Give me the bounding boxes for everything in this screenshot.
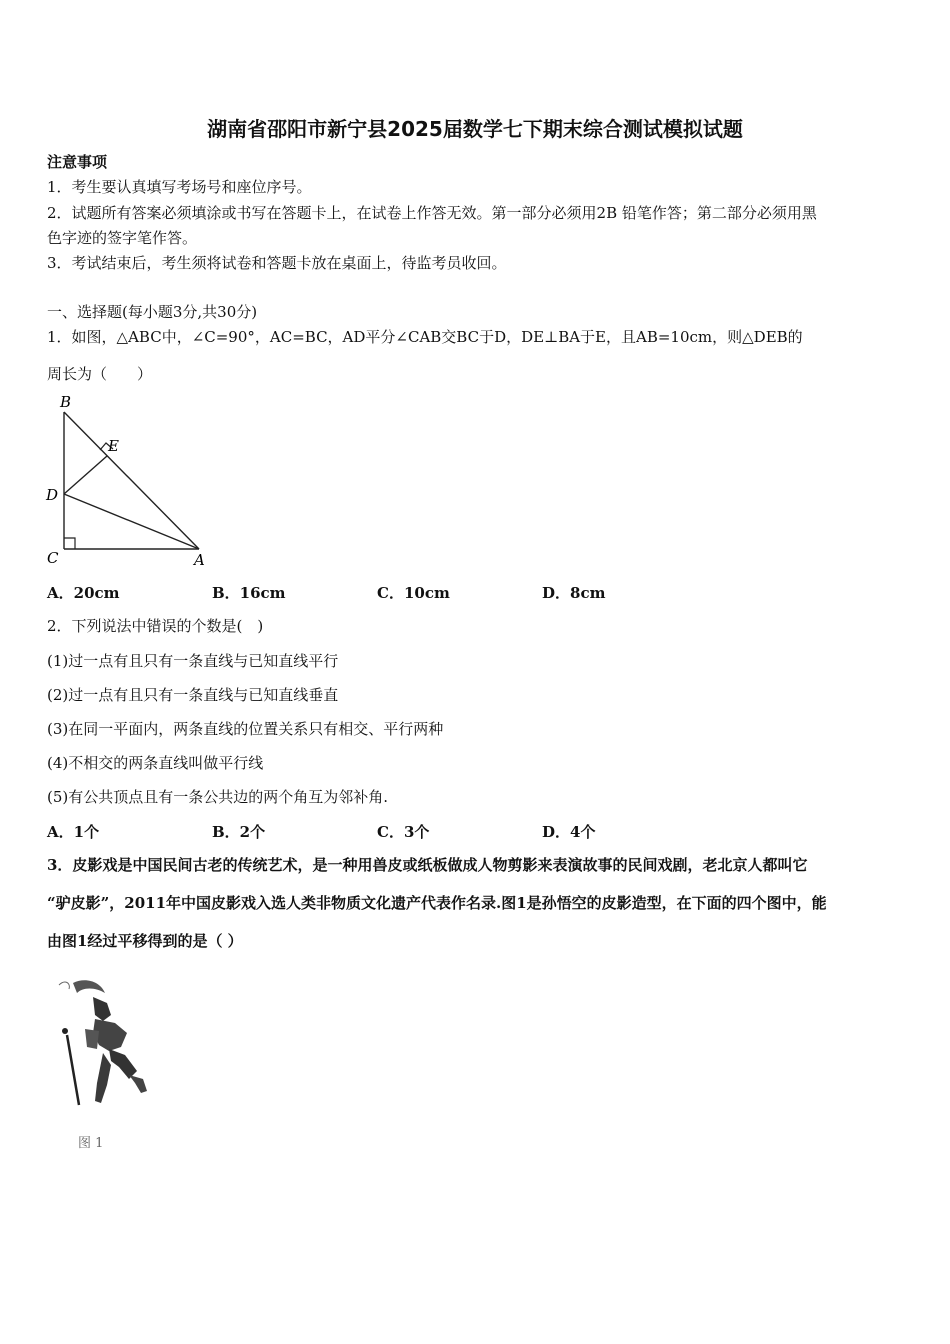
q2-statement: (3)在同一平面内，两条直线的位置关系只有相交、平行两种 xyxy=(47,720,444,738)
q2-stem: 2．下列说法中错误的个数是( ) xyxy=(47,617,264,635)
label-e: E xyxy=(108,437,119,455)
q1-stem-cont: 周长为（ ） xyxy=(47,365,153,383)
q2-statement: (5)有公共顶点且有一条公共边的两个角互为邻补角. xyxy=(47,788,389,806)
q1-option-c[interactable]: C．10cm xyxy=(377,584,450,602)
q1-option-b[interactable]: B．16cm xyxy=(212,584,286,602)
q2-option-a[interactable]: A．1个 xyxy=(47,823,100,841)
note-item: 2．试题所有答案必须填涂或书写在答题卡上，在试卷上作答无效。第一部分必须用2B 铅笔作答；第二部分必须用黑 xyxy=(47,204,817,222)
q2-option-c[interactable]: C．3个 xyxy=(377,823,430,841)
note-item: 色字迹的签字笔作答。 xyxy=(47,229,198,247)
label-b: B xyxy=(60,393,72,411)
q2-statement: (2)过一点有且只有一条直线与已知直线垂直 xyxy=(47,686,339,704)
label-d: D xyxy=(46,486,59,504)
section-heading: 一、选择题(每小题3分,共30分) xyxy=(47,303,258,321)
label-a: A xyxy=(194,551,205,569)
label-c: C xyxy=(47,549,59,567)
note-item: 1．考生要认真填写考场号和座位序号。 xyxy=(47,178,312,196)
q3-stem-cont: 由图1经过平移得到的是（ ） xyxy=(47,932,243,950)
figure-caption: 图 1 xyxy=(78,1136,104,1151)
q3-stem: 3．皮影戏是中国民间古老的传统艺术，是一种用兽皮或纸板做成人物剪影来表演故事的民间戏剧，老北京人都叫它 xyxy=(47,856,808,874)
notes-heading: 注意事项 xyxy=(47,153,108,171)
page-title: 湖南省邵阳市新宁县2025届数学七下期末综合测试模拟试题 xyxy=(207,117,743,141)
q1-stem: 1．如图，△ABC中，∠C=90°，AC=BC，AD平分∠CAB交BC于D，DE⊥BA于E，且AB=10cm，则△DEB的 xyxy=(47,328,803,346)
q1-option-d[interactable]: D．8cm xyxy=(542,584,606,602)
note-item: 3．考试结束后，考生须将试卷和答题卡放在桌面上，待监考员收回。 xyxy=(47,254,507,272)
q2-statement: (1)过一点有且只有一条直线与已知直线平行 xyxy=(47,652,339,670)
q2-option-d[interactable]: D．4个 xyxy=(542,823,596,841)
q3-stem-cont: “驴皮影”，2011年中国皮影戏入选人类非物质文化遗产代表作名录.图1是孙悟空的皮影造型，在下面的四个图中，能 xyxy=(47,894,827,912)
shadow-puppet-figure xyxy=(55,975,165,1120)
q2-statement: (4)不相交的两条直线叫做平行线 xyxy=(47,754,264,772)
q2-option-b[interactable]: B．2个 xyxy=(212,823,266,841)
q1-option-a[interactable]: A．20cm xyxy=(47,584,120,602)
triangle-figure xyxy=(44,392,214,572)
